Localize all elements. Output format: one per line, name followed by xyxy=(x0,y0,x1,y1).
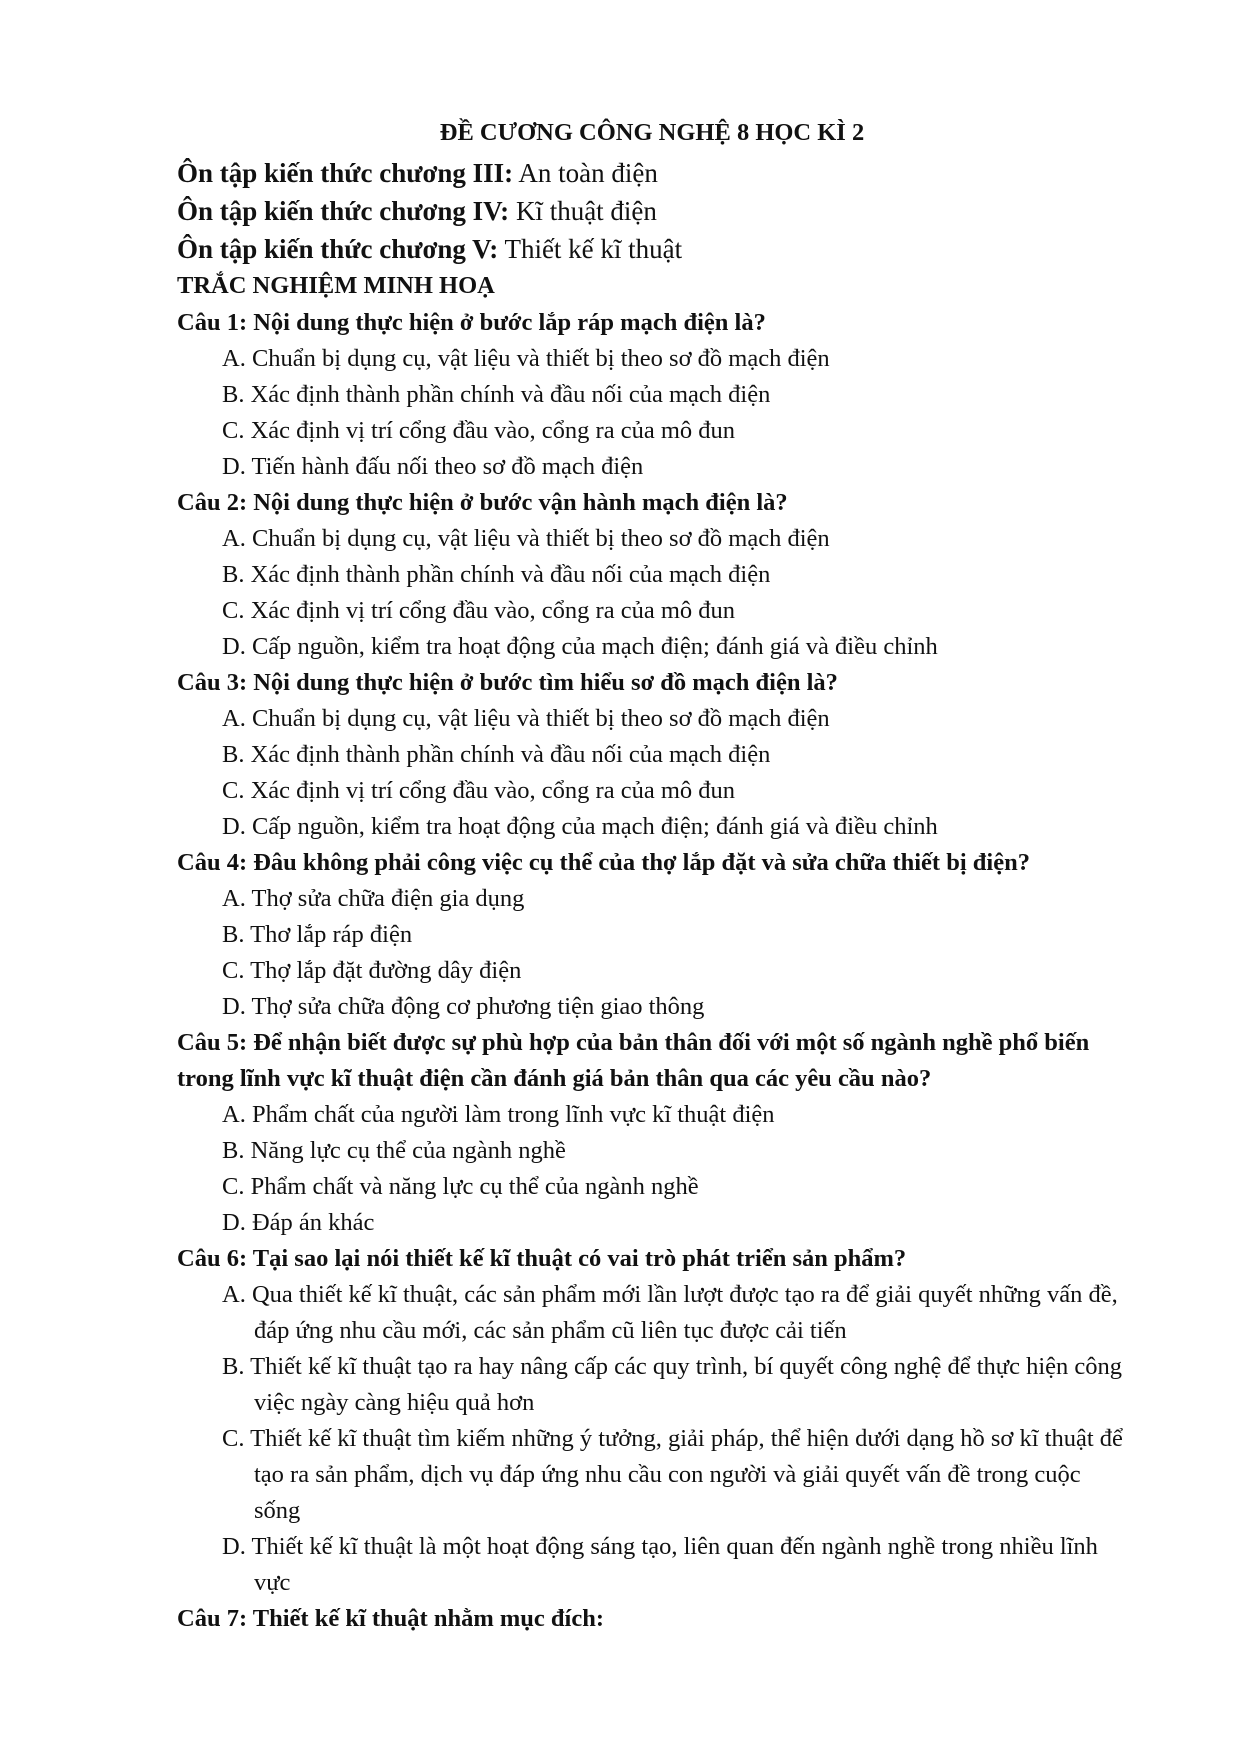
chapter-review-5 xyxy=(177,230,1127,268)
option-4a: A. Thợ sửa chữa điện gia dụng xyxy=(222,885,525,912)
option-1a: A. Chuẩn bị dụng cụ, vật liệu và thiết bị theo sơ đồ mạch điện xyxy=(222,345,830,372)
option-1b: B. Xác định thành phần chính và đầu nối của mạch điện xyxy=(222,381,771,408)
option-3b: B. Xác định thành phần chính và đầu nối của mạch điện xyxy=(222,741,771,768)
option-6a: A. Qua thiết kế kĩ thuật, các sản phẩm mới lần lượt được tạo ra để giải quyết những vấn đề, đáp ứng nhu cầu mới, các sản phẩm cũ liên tục được cải tiến xyxy=(222,1281,1118,1344)
option-4d: D. Thợ sửa chữa động cơ phương tiện giao thông xyxy=(222,993,705,1020)
chapter-review-4 xyxy=(177,192,1127,230)
question-4: Câu 4: Đâu không phải công việc cụ thể của thợ lắp đặt và sửa chữa thiết bị điện? xyxy=(177,849,1030,876)
option-1c: C. Xác định vị trí cổng đầu vào, cổng ra của mô đun xyxy=(222,417,736,444)
option-2c: C. Xác định vị trí cổng đầu vào, cổng ra của mô đun xyxy=(222,597,736,624)
option-2a: A. Chuẩn bị dụng cụ, vật liệu và thiết bị theo sơ đồ mạch điện xyxy=(222,525,830,552)
option-5d: D. Đáp án khác xyxy=(222,1209,375,1236)
option-2d: D. Cấp nguồn, kiểm tra hoạt động của mạch điện; đánh giá và điều chỉnh xyxy=(222,633,938,660)
option-6b: B. Thiết kế kĩ thuật tạo ra hay nâng cấp các quy trình, bí quyết công nghệ để thực hiện công việc ngày càng hiệu quả hơn xyxy=(222,1353,1123,1416)
question-6: Câu 6: Tại sao lại nói thiết kế kĩ thuật có vai trò phát triển sản phẩm? xyxy=(177,1245,907,1272)
chapter-review-3 xyxy=(177,154,1127,192)
option-2b: B. Xác định thành phần chính và đầu nối của mạch điện xyxy=(222,561,771,588)
chapter-topic: An toàn điện xyxy=(513,158,658,188)
option-3a: A. Chuẩn bị dụng cụ, vật liệu và thiết bị theo sơ đồ mạch điện xyxy=(222,705,830,732)
option-6d: D. Thiết kế kĩ thuật là một hoạt động sáng tạo, liên quan đến ngành nghề trong nhiều lĩnh vực xyxy=(222,1533,1098,1596)
question-1: Câu 1: Nội dung thực hiện ở bước lắp ráp mạch điện là? xyxy=(177,309,766,336)
option-1d: D. Tiến hành đấu nối theo sơ đồ mạch điện xyxy=(222,453,644,480)
question-2: Câu 2: Nội dung thực hiện ở bước vận hành mạch điện là? xyxy=(177,489,788,516)
section-heading: TRẮC NGHIỆM MINH HOẠ xyxy=(177,272,495,299)
chapter-label: Ôn tập kiến thức chương III: xyxy=(177,158,514,188)
chapter-label: Ôn tập kiến thức chương IV: xyxy=(177,196,510,226)
chapter-topic: Thiết kế kĩ thuật xyxy=(498,234,683,264)
option-5c: C. Phẩm chất và năng lực cụ thể của ngành nghề xyxy=(222,1173,699,1200)
option-3c: C. Xác định vị trí cổng đầu vào, cổng ra của mô đun xyxy=(222,777,736,804)
question-7: Câu 7: Thiết kế kĩ thuật nhằm mục đích: xyxy=(177,1605,605,1632)
question-3: Câu 3: Nội dung thực hiện ở bước tìm hiểu sơ đồ mạch điện là? xyxy=(177,669,838,696)
option-6c: C. Thiết kế kĩ thuật tìm kiếm những ý tưởng, giải pháp, thể hiện dưới dạng hồ sơ kĩ thuật để tạo ra sản phẩm, dịch vụ đáp ứng nhu cầu con người và giải quyết vấn đề trong cuộc sống xyxy=(222,1425,1123,1524)
chapter-topic: Kĩ thuật điện xyxy=(509,196,657,226)
option-3d: D. Cấp nguồn, kiểm tra hoạt động của mạch điện; đánh giá và điều chỉnh xyxy=(222,813,938,840)
option-5b: B. Năng lực cụ thể của ngành nghề xyxy=(222,1137,566,1164)
option-5a: A. Phẩm chất của người làm trong lĩnh vực kĩ thuật điện xyxy=(222,1101,775,1128)
document-page xyxy=(177,118,1127,1637)
chapter-label: Ôn tập kiến thức chương V: xyxy=(177,234,499,264)
document-title: ĐỀ CƯƠNG CÔNG NGHỆ 8 HỌC KÌ 2 xyxy=(439,119,865,146)
option-4b: B. Thơ lắp ráp điện xyxy=(222,921,413,948)
option-4c: C. Thợ lắp đặt đường dây điện xyxy=(222,957,522,984)
question-5: Câu 5: Để nhận biết được sự phù hợp của bản thân đối với một số ngành nghề phổ biến trong lĩnh vực kĩ thuật điện cần đánh giá bản thân qua các yêu cầu nào? xyxy=(177,1029,1090,1092)
